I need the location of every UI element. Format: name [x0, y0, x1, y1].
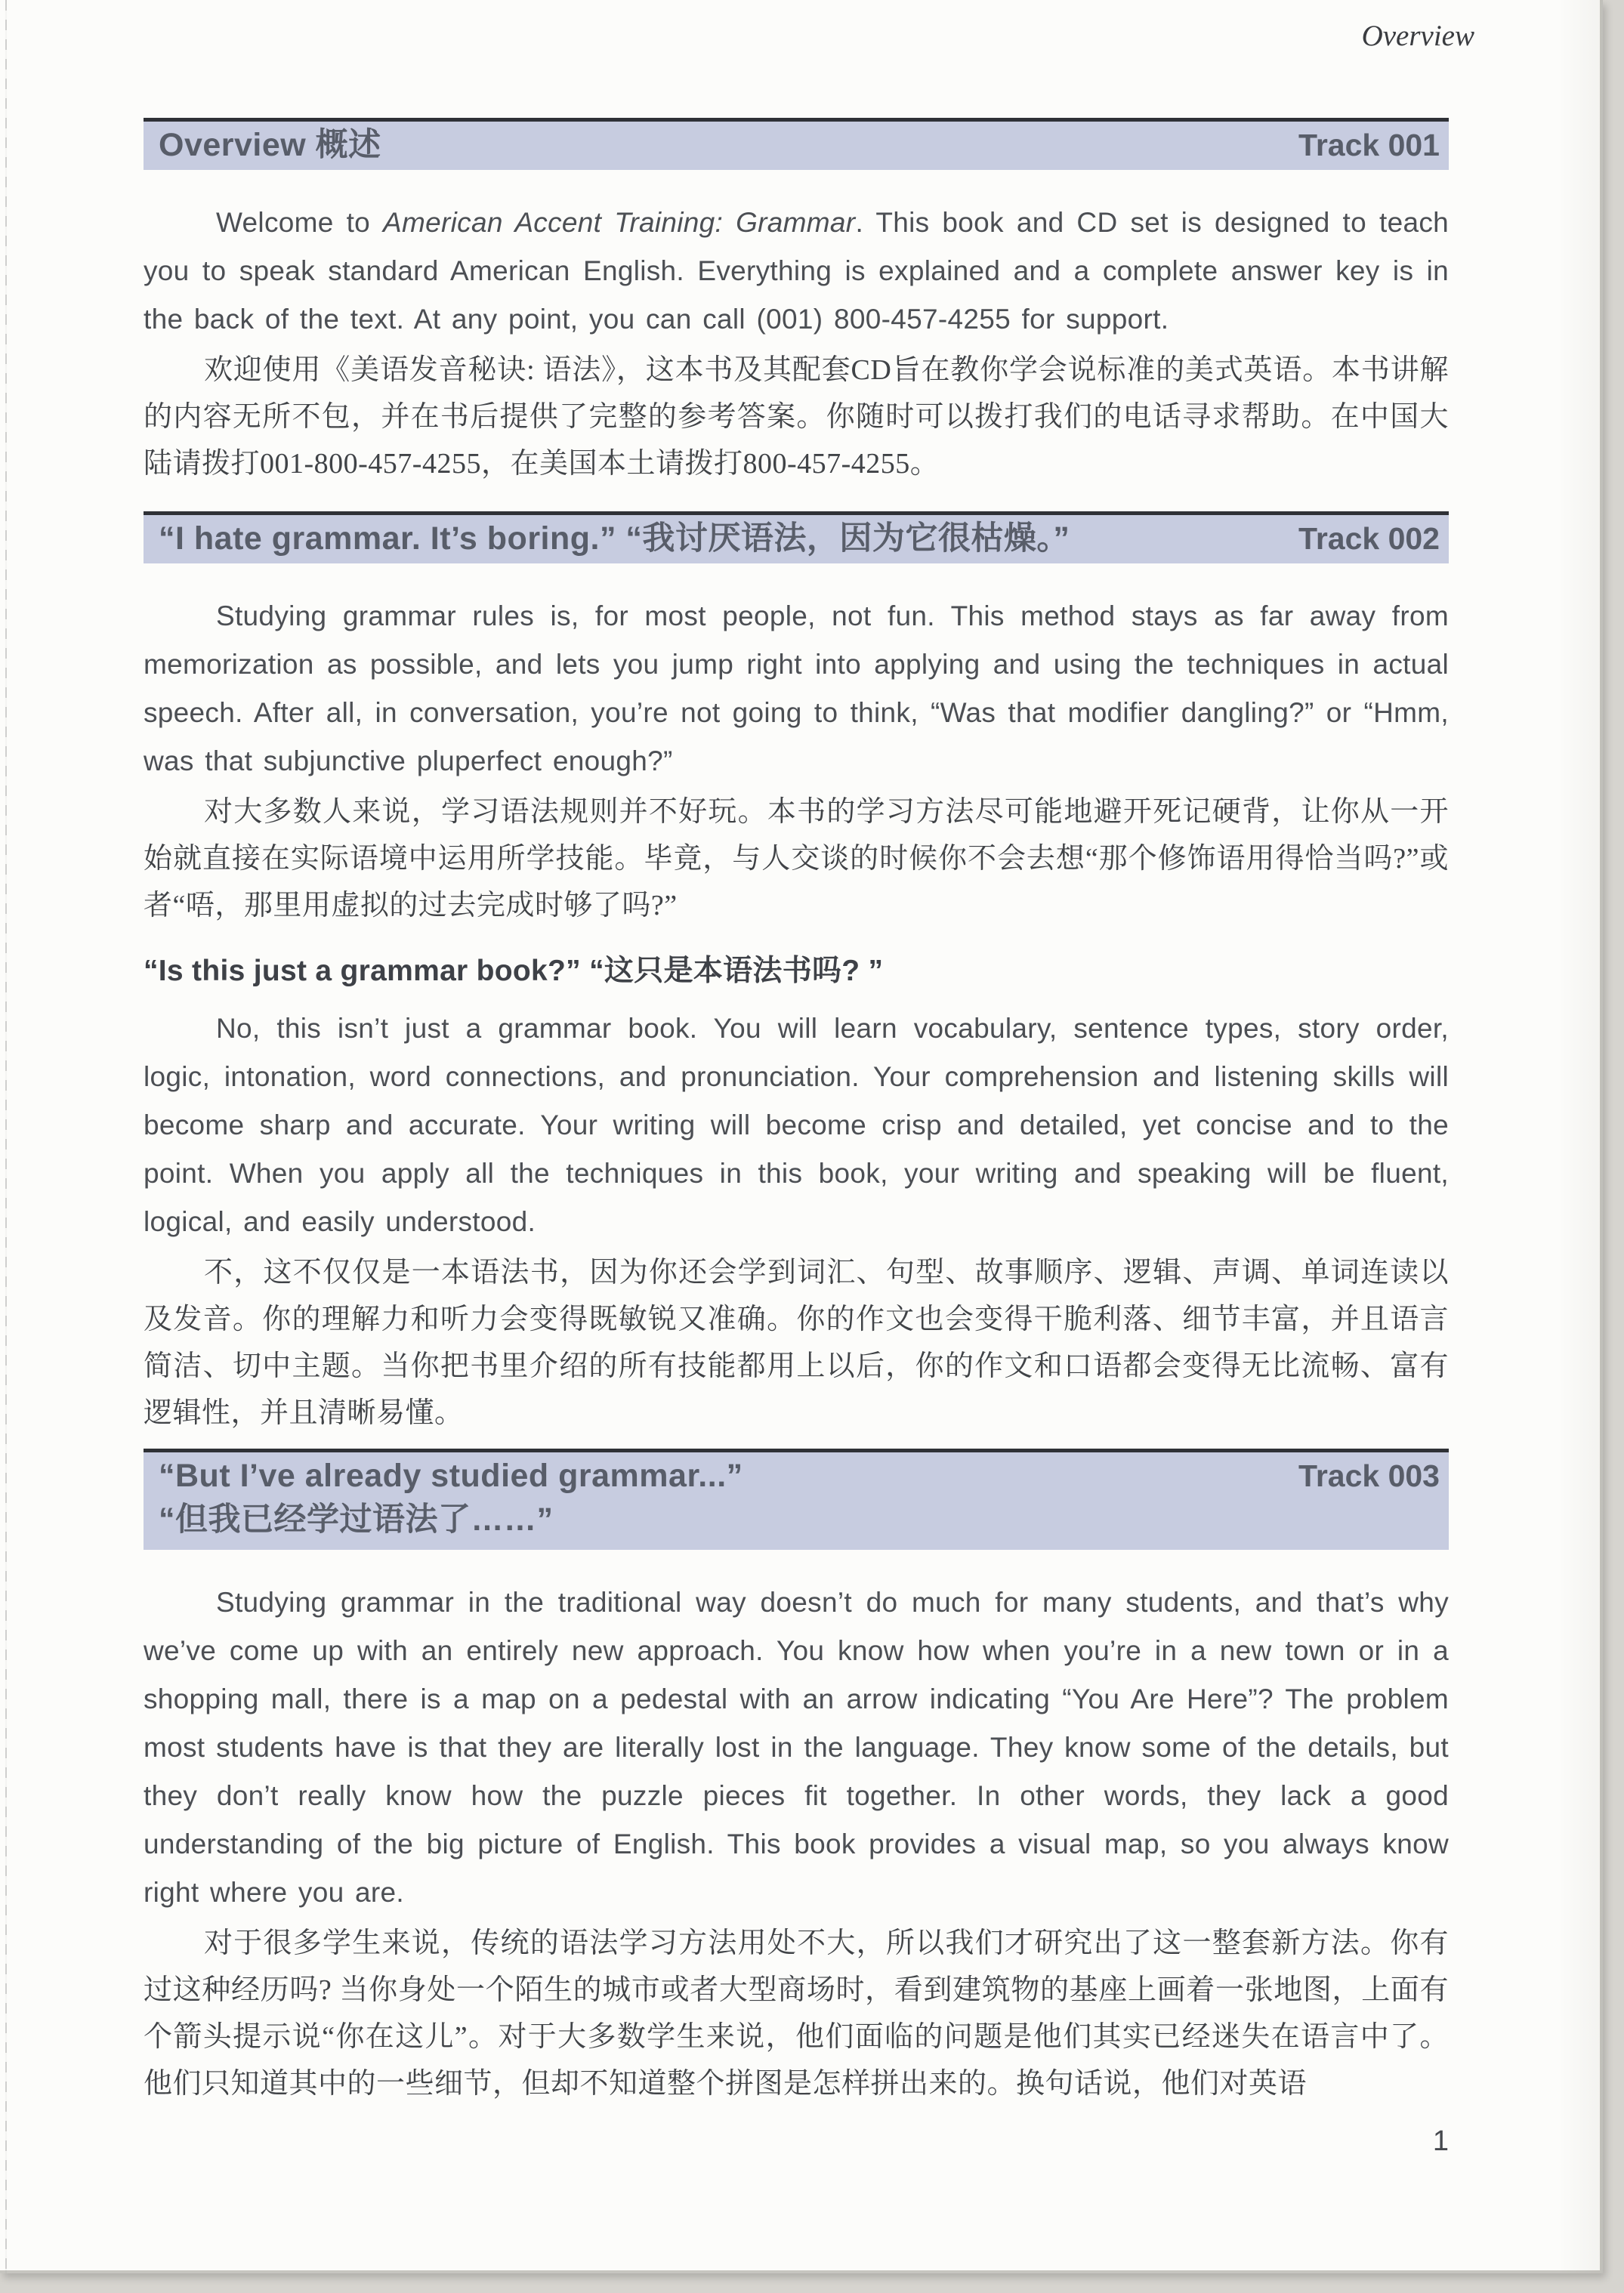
paragraph-chinese: 对于很多学生来说，传统的语法学习方法用处不大，所以我们才研究出了这一整套新方法。你有过这种经历吗? 当你身处一个陌生的城市或者大型商场时，看到建筑物的基座上画着一张地图，上面有个箭头提示说“你在这儿”。对于大多数学生来说，他们面临的问题是他们其实已经迷失在语言中了。他们只知道其中的一些细节，但却不知道整个拼图是怎样拼出来的。换句话说，他们对英语 — [144, 1927, 1449, 2100]
running-head: Overview — [1361, 20, 1474, 52]
paragraph-english: Studying grammar rules is, for most people, not fun. This method stays as far away from memorization as possible, and lets you jump right into applying and using the techniques in actual speech. After all, in conversation, you’re not going to think, “Was that modifier dangling?” or “Hmm, was that subjunctive pluperfect enough?” — [144, 600, 1449, 776]
section-header-bar — [144, 1449, 1449, 1550]
section-already-studied-grammar — [144, 1449, 1449, 2107]
section-title-lines — [159, 1458, 743, 1538]
section-title-english: “But I’ve already studied grammar...” — [159, 1458, 743, 1494]
track-label: Track 001 — [1298, 128, 1440, 162]
paragraph-chinese: 不，这不仅仅是一本语法书，因为你还会学到词汇、句型、故事顺序、逻辑、声调、单词连读以及发音。你的理解力和听力会变得既敏锐又准确。你的作文也会变得干脆利落、细节丰富，并且语言简洁、切中主题。当你把书里介绍的所有技能都用上以后，你的作文和口语都会变得无比流畅、富有逻辑性，并且清晰易懂。 — [144, 1257, 1449, 1429]
section-overview — [144, 118, 1449, 487]
paragraph-english — [144, 199, 1449, 344]
section-header-bar — [144, 511, 1449, 563]
track-label: Track 003 — [1298, 1458, 1440, 1493]
section-title: Overview 概述 — [159, 127, 381, 163]
section-title: “I hate grammar. It’s boring.” “我讨厌语法，因为它很枯燥。” — [159, 520, 1070, 557]
subheading-is-this-just-a-grammar-book: “Is this just a grammar book?” “这只是本语法书吗? ” — [144, 955, 884, 987]
paragraph-english: Studying grammar in the traditional way doesn’t do much for many students, and that’s why we’ve come up with an entirely new approach. You know how when you’re in a new town or in a shopping mall, there is a map on a pedestal with an arrow indicating “You Are Here”? The problem most students have is that they are literally lost in the language. They know some of the details, but they don’t really know how the puzzle pieces fit together. In other words, they lack a good understanding of the big picture of English. This book provides a visual map, so you always know right where you are. — [144, 1587, 1449, 1908]
section-header-bar — [144, 118, 1449, 170]
section-title-chinese: “但我已经学过语法了……” — [159, 1501, 554, 1538]
track-label: Track 002 — [1298, 521, 1440, 556]
text-segment: Welcome to — [216, 207, 384, 238]
book-title-italic: American Accent Training: Grammar — [383, 207, 856, 238]
paragraph-english: No, this isn’t just a grammar book. You will learn vocabulary, sentence types, story order, logic, intonation, word connections, and pronunciation. Your comprehension and listening skills will become sharp and accurate. Your writing will become crisp and detailed, yet concise and to the point. When you apply all the techniques in this book, your writing and speaking will be fluent, logical, and easily understood. — [144, 1013, 1449, 1237]
page-number: 1 — [1432, 2125, 1449, 2157]
text-segment: . This book and CD set is designed to teach you to speak standard American English. Everything is explained and a complete answer key is in the back of the text. At any point, you can call (001) 800-457-4255 for support. — [144, 207, 1450, 335]
section-i-hate-grammar — [144, 511, 1449, 1437]
paragraph-chinese: 对大多数人来说，学习语法规则并不好玩。本书的学习方法尽可能地避开死记硬背，让你从一开始就直接在实际语境中运用所学技能。毕竟，与人交谈的时候你不会去想“那个修饰语用得恰当吗?”或者“唔，那里用虚拟的过去完成时够了吗?” — [144, 796, 1449, 921]
paragraph-chinese: 欢迎使用《美语发音秘诀: 语法》，这本书及其配套CD旨在教你学会说标准的美式英语。本书讲解的内容无所不包，并在书后提供了完整的参考答案。你随时可以拨打我们的电话寻求帮助。在中国大陆请拨打001-800-457-4255，在美国本土请拨打800-457-4255。 — [144, 354, 1449, 480]
